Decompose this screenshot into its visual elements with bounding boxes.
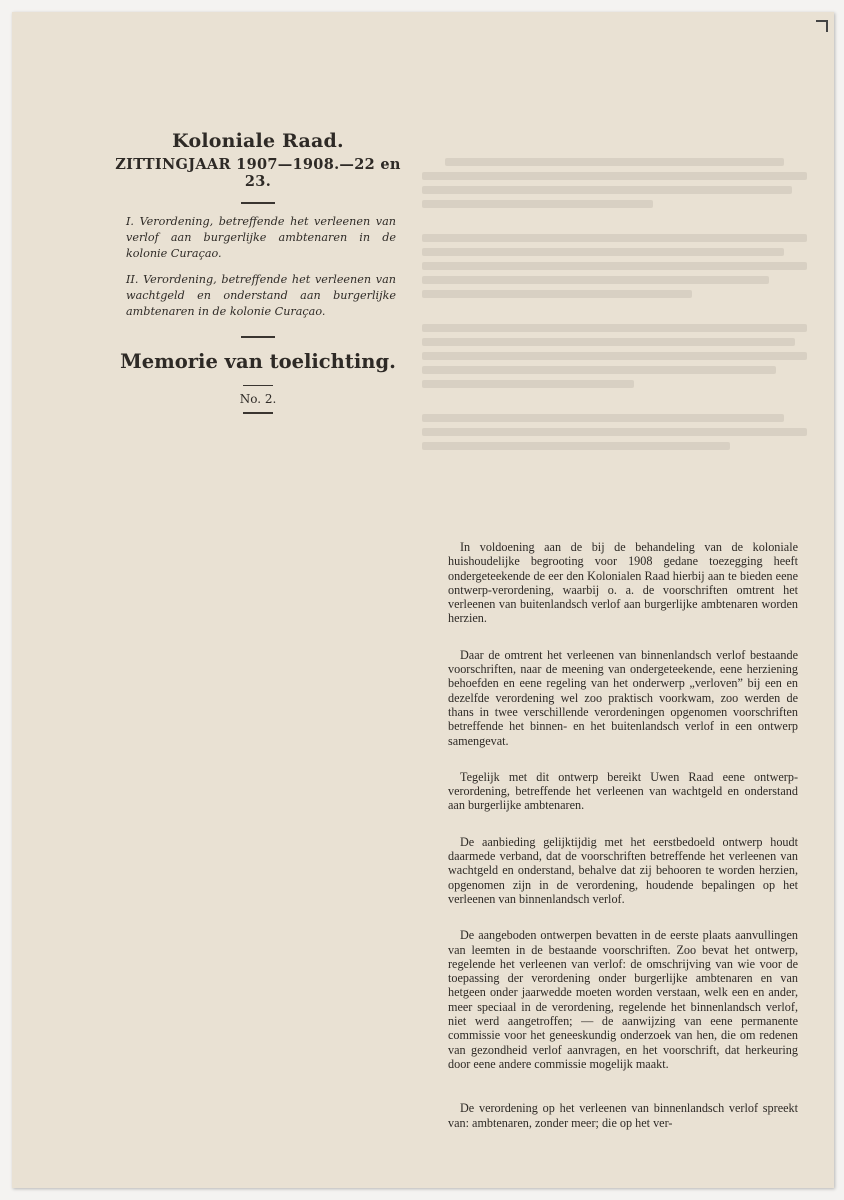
corner-mark [816, 20, 828, 32]
subject-numeral: II. [126, 273, 139, 286]
divider [243, 385, 273, 386]
session-line: ZITTINGJAAR 1907—1908.—22 en 23. [115, 156, 401, 190]
title-block [108, 130, 408, 424]
divider [243, 412, 273, 414]
subject-text: Verordening, betreffende het verleenen van verlof aan burgerlijke ambtenaren in de kolonie Curaçao. [126, 215, 396, 260]
body-paragraph: In voldoening aan de bij de behandeling van de koloniale huishoudelijke begrooting voor 1908 gedane toezegging heeft ondergeteekende de eer den Kolonialen Raad hierbij aan te bieden eene ontwerp-verordening, waarbij o. a. de voorschriften omtrent het verleenen van buitenlandsch verlof aan burgerlijke ambtenaren worden herzien. [448, 540, 798, 626]
document-number: No. 2. [239, 392, 277, 406]
body-paragraph: De verordening op het verleenen van binnenlandsch verlof spreekt van: ambtenaren, zonder meer; die op het ver- [448, 1101, 798, 1130]
body-paragraph: De aangeboden ontwerpen bevatten in de eerste plaats aanvullingen van leemten in de bestaande voorschriften. Zoo bevat het ontwerp, regelende het verleenen van verlof: de omschrijving van wie voor de toepassing der verordening onder burgerlijke ambtenaren en van hetgeen onder jaarwedde moeten worden verstaan, welk een en ander, meer speciaal in de verordening, regelende het binnenlandsch verlof, niet werd aangetroffen; — de aanwijzing van eene permanente commissie voor het geneeskundig onderzoek van hen, die om redenen van gezondheid verlof aanvragen, en het voorschrift, dat herkeuring door eene andere commissie mogelijk maakt. [448, 928, 798, 1071]
subject-text: Verordening, betreffende het verleenen van wachtgeld en onderstand aan burgerlijke ambtenaren in de kolonie Curaçao. [126, 273, 396, 318]
divider [241, 202, 275, 204]
body-paragraph: Tegelijk met dit ontwerp bereikt Uwen Raad eene ontwerp-verordening, betreffende het verleenen van wachtgeld en onderstand aan burgerlijke ambtenaren. [448, 769, 798, 813]
divider [241, 336, 275, 338]
body-paragraph: De aanbieding gelijktijdig met het eerstbedoeld ontwerp houdt daarmede verband, dat de voorschriften betreffende het verleenen van wachtgeld en onderstand, behalve dat zij behooren te worden herzien, opgenomen zijn in de verordening, houdende bepalingen op het verleenen van binnenlandsch verlof. [448, 834, 798, 906]
subject-numeral: I. [126, 215, 134, 228]
body-paragraph: Daar de omtrent het verleenen van binnenlandsch verlof bestaande voorschriften, naar de meening van ondergeteekende, eene herziening behoefden en eene regeling van het onderwerp „verloven” bij een en dezelfde verordening wel zoo praktisch voorkwam, zoo werden de thans in twee verschillende verordeningen opgenomen voorschriften betreffende het binnen- en het buitenlandsch verlof in een ontwerp samengevat. [448, 647, 798, 748]
document-page [12, 12, 834, 1188]
subject-item [108, 272, 408, 320]
bleed-through-text [422, 152, 807, 512]
memo-body [448, 540, 798, 1152]
subject-item [108, 214, 408, 262]
council-title: Koloniale Raad. [172, 130, 344, 152]
memo-title: Memorie van toelichting. [120, 350, 396, 373]
